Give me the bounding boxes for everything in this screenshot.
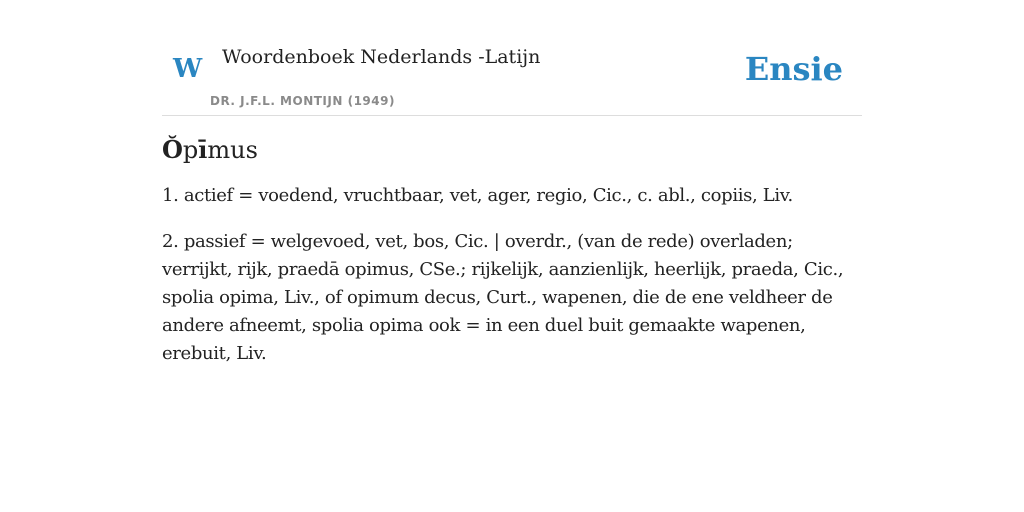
definition-1: 1. actief = voedend, vruchtbaar, vet, ager, regio, Cic., c. abl., copiis, Liv.	[162, 185, 793, 206]
entry-content	[162, 135, 862, 386]
headword	[162, 135, 862, 164]
dictionary-header	[162, 40, 862, 116]
dictionary-title[interactable]: Woordenboek Nederlands -Latijn	[222, 46, 541, 68]
headword-part-1: Ŏ	[162, 135, 183, 164]
headword-part-2: p	[182, 136, 199, 164]
headword-part-3: ī	[198, 135, 208, 164]
ensie-logo-link[interactable]: Ensie	[744, 50, 843, 88]
definition-2: 2. passief = welgevoed, vet, bos, Cic. | overdr., (van de rede) overladen; verrijkt, rijk, praedā opimus, CSe.; rijkelijk, aanzienlijk, heerlijk, praeda, Cic., spolia opima, Liv., of opimum decus, Curt., wapenen, die de ene veldheer de andere afneemt, spolia opima ook = in een duel buit gemaakte wapenen, erebuit, Liv.	[162, 231, 844, 364]
headword-part-4: mus	[207, 136, 258, 164]
dictionary-author: DR. J.F.L. MONTIJN (1949)	[210, 94, 395, 108]
dictionary-logo[interactable]: W	[173, 54, 203, 84]
